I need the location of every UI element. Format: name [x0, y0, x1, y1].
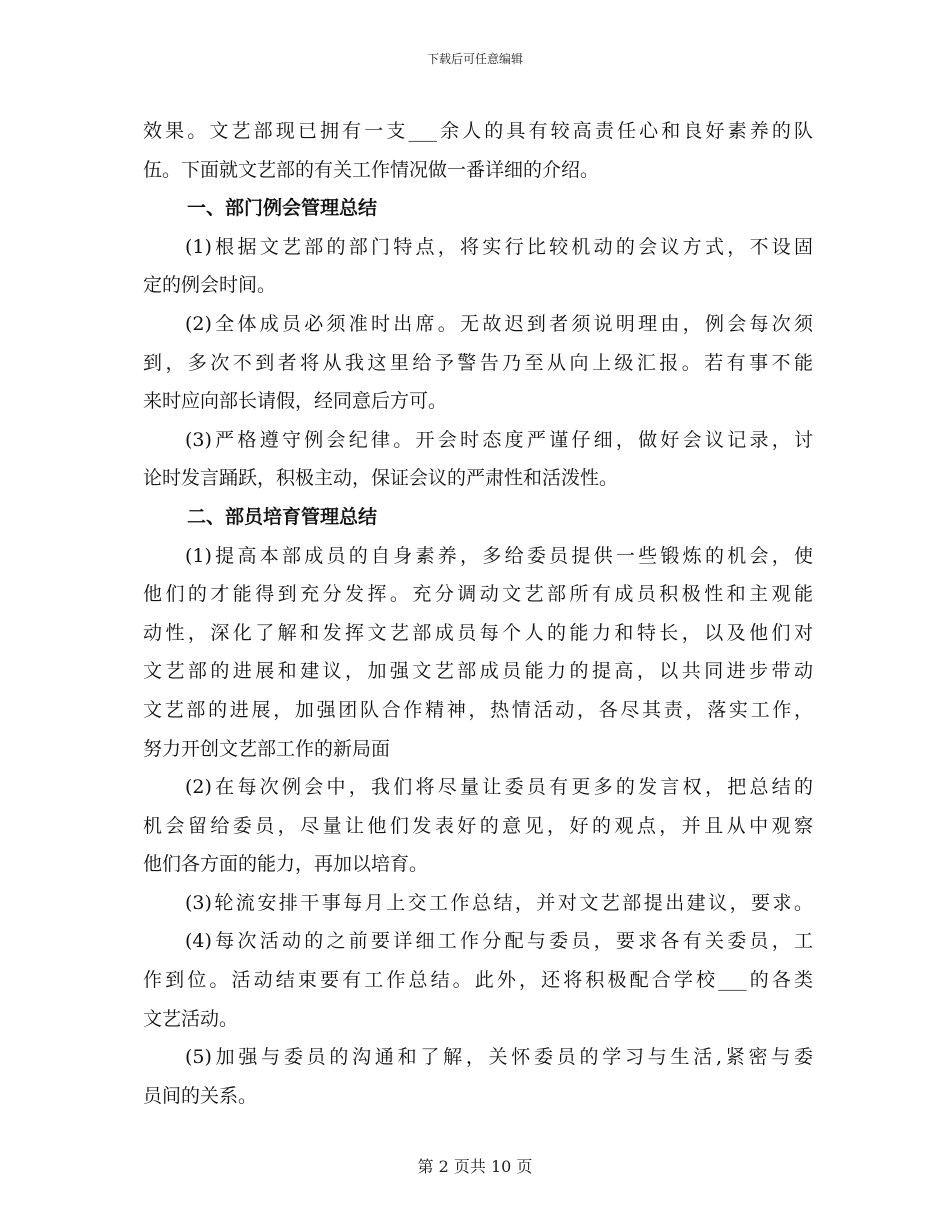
text-line: 到，多次不到者将从我这里给予警告乃至从向上级汇报。若有事不能: [143, 351, 813, 374]
page-number: 第 2 页共 10 页: [417, 1157, 533, 1176]
text-line: (2)在每次例会中，我们将尽量让委员有更多的发言权，把总结的: [185, 776, 813, 799]
text-line: 机会留给委员，尽量让他们发表好的意见，好的观点，并且从中观察: [143, 814, 813, 837]
text-line: 文艺活动。: [143, 1007, 239, 1030]
text-line: 努力开创文艺部工作的新局面: [143, 737, 391, 760]
text-line: (1)根据文艺部的部门特点，将实行比较机动的会议方式，不设固: [185, 235, 813, 258]
text-line: (3)轮流安排干事每月上交工作总结，并对文艺部提出建议，要求。: [185, 891, 813, 914]
text-line: 作到位。活动结束要有工作总结。此外，还将积极配合学校___的各类: [143, 969, 813, 992]
text-line: 动性，深化了解和发挥文艺部成员每个人的能力和特长，以及他们对: [143, 621, 813, 644]
page-header: 下载后可任意编辑: [426, 52, 523, 66]
text-line: (5)加强与委员的沟通和了解，关怀委员的学习与生活,紧密与委: [185, 1046, 813, 1069]
document-body: [143, 112, 813, 1115]
section-heading: 二、部员培育管理总结: [187, 505, 378, 528]
text-line: 来时应向部长请假，经同意后方可。: [143, 390, 448, 413]
text-line: 他们各方面的能力，再加以培育。: [143, 853, 429, 876]
text-line: 文艺部的进展和建议，加强文艺部成员能力的提高，以共同进步带动: [143, 660, 813, 683]
text-line: 定的例会时间。: [143, 274, 277, 297]
text-line: 论时发言踊跃，积极主动，保证会议的严肃性和活泼性。: [143, 467, 619, 490]
text-line: (3)严格遵守例会纪律。开会时态度严谨仔细，做好会议记录，讨: [185, 428, 813, 451]
text-line: 伍。下面就文艺部的有关工作情况做一番详细的介绍。: [143, 158, 600, 181]
text-line: 员间的关系。: [143, 1084, 258, 1107]
text-line: 文艺部的进展，加强团队合作精神，热情活动，各尽其责，落实工作，: [143, 698, 813, 721]
text-line: 他们的才能得到充分发挥。充分调动文艺部所有成员积极性和主观能: [143, 583, 813, 606]
text-line: 效果。文艺部现已拥有一支___余人的具有较高责任心和良好素养的队: [143, 120, 813, 142]
text-line: (4)每次活动的之前要详细工作分配与委员，要求各有关委员，工: [185, 930, 813, 953]
section-heading: 一、部门例会管理总结: [187, 197, 378, 220]
text-line: (1)提高本部成员的自身素养，多给委员提供一些锻炼的机会，使: [185, 544, 813, 567]
text-line: (2)全体成员必须准时出席。无故迟到者须说明理由，例会每次须: [185, 312, 813, 335]
